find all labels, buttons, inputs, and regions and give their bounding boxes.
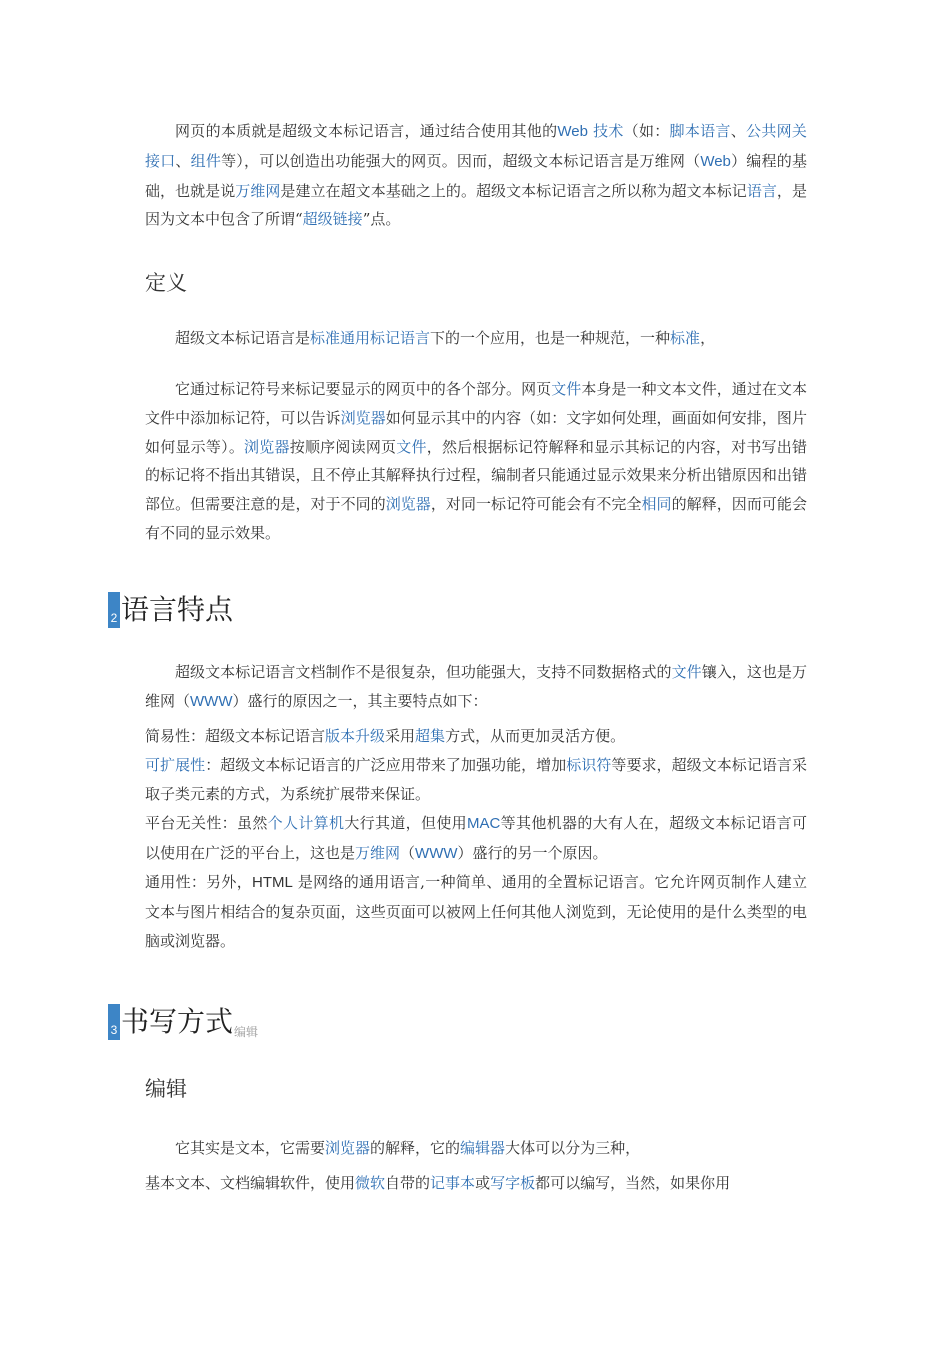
text: 自带的 [385, 1173, 431, 1192]
text: 通用性：另外， [145, 873, 252, 892]
link-www-abbr[interactable]: WWW [190, 692, 233, 710]
text: ，是因为文本中包含了所谓“ [145, 181, 807, 229]
text: 的解释，它的 [370, 1138, 461, 1157]
feature-universal [145, 868, 807, 955]
text: 等其他机器的大有人在，超级文本标记语言可以使用在广泛的平台上，这也是 [145, 813, 807, 862]
text: 平台无关性：虽然 [145, 813, 268, 832]
text: 等），可以创造出功能强大的网页。因而，超级文本标记语言是万维网（ [221, 151, 701, 170]
edit-link[interactable]: 编辑 [234, 1024, 259, 1039]
link-notepad[interactable]: 记事本 [430, 1173, 476, 1192]
section-title: 书写方式 [121, 1004, 234, 1038]
text: 基本文本、文档编辑软件，使用 [145, 1173, 356, 1192]
sub-heading-edit: 编辑 [145, 1076, 187, 1101]
link-script-language[interactable]: 脚本语言 [669, 122, 731, 140]
link-www-abbr-2[interactable]: WWW [415, 844, 458, 862]
text: 等要求，超级文本标记语言采取子类元素的方式，为系统扩展带来保证。 [145, 756, 807, 803]
section-heading-definition: 定义 [145, 271, 187, 296]
definition-paragraph-2 [145, 375, 807, 548]
section-title: 语言特点 [121, 592, 234, 626]
text: 按顺序阅读网页 [289, 437, 397, 456]
text: 的解释，因而可能会有不同的显示效果。 [145, 495, 807, 542]
text: ， [700, 329, 716, 348]
section-number-badge: 2 [108, 592, 120, 628]
feature-extensible [145, 751, 807, 809]
text: 它其实是文本，它需要 [175, 1138, 326, 1157]
text: ”点。 [362, 210, 401, 229]
features-intro-paragraph [145, 658, 807, 717]
link-hyperlink[interactable]: 超级链接 [302, 210, 363, 229]
text: 镶入，这也是万维网（ [145, 662, 807, 710]
text: 超级文本标记语言文档制作不是很复杂，但功能强大，支持不同数据格式的 [175, 662, 672, 681]
text: ，然后根据标记符解释和显示其标记的内容，对书写出错的标记将不指出其错误，且不停止其解释执行过程，编制者只能通过显示效果来分析出错原因和出错部位。但需要注意的是，对于不同的 [145, 437, 807, 514]
link-technology[interactable]: 技术 [593, 122, 624, 140]
link-wordpad[interactable]: 写字板 [490, 1173, 536, 1192]
link-identifier[interactable]: 标识符 [566, 756, 612, 775]
link-cgi[interactable]: 公共网关接口 [145, 122, 807, 170]
document-page [110, 117, 807, 1197]
text: 大行其道，但使用 [344, 813, 467, 832]
writing-paragraph-2 [145, 1169, 807, 1198]
link-standard[interactable]: 标准 [670, 329, 701, 348]
text: （ [400, 843, 416, 862]
text: ）编程的基础，也就是说 [145, 151, 807, 200]
definition-paragraph-1 [145, 324, 807, 353]
section-heading-writing [108, 1002, 807, 1042]
link-browser-3[interactable]: 浏览器 [385, 495, 431, 514]
feature-simple [145, 722, 807, 751]
text: ：超级文本标记语言的广泛应用带来了加强功能，增加 [205, 756, 567, 775]
text: 或 [475, 1173, 491, 1192]
text: 都可以编写，当然，如果你用 [535, 1173, 731, 1192]
link-personal-computer[interactable]: 个人计算机 [267, 813, 345, 832]
text-html: HTML [251, 874, 293, 892]
writing-paragraph-1 [145, 1134, 807, 1163]
link-same[interactable]: 相同 [641, 495, 672, 514]
text: 、 [730, 122, 747, 140]
text: ）盛行的另一个原因。 [457, 843, 608, 862]
link-mac[interactable]: MAC [466, 814, 501, 832]
link-web-2[interactable]: Web [700, 152, 731, 170]
link-sgml[interactable]: 标准通用标记语言 [310, 329, 431, 348]
link-component[interactable]: 组件 [190, 151, 222, 170]
text: （如： [623, 122, 670, 140]
text: 本身是一种文本文件，通过在文本文件中添加标记符，可以告诉 [145, 379, 807, 427]
link-browser-4[interactable]: 浏览器 [325, 1138, 371, 1157]
link-editor[interactable]: 编辑器 [460, 1138, 506, 1157]
link-version-upgrade[interactable]: 版本升级 [325, 727, 386, 746]
link-microsoft[interactable]: 微软 [355, 1173, 386, 1192]
text: 下的一个应用，也是一种规范，一种 [430, 329, 671, 348]
link-browser-2[interactable]: 浏览器 [244, 437, 290, 456]
link-browser[interactable]: 浏览器 [340, 408, 386, 427]
link-file[interactable]: 文件 [551, 379, 582, 398]
section-heading-features [108, 590, 807, 630]
section-number-badge: 3 [108, 1004, 120, 1040]
feature-platform [145, 809, 807, 869]
text: 网页的本质就是超级文本标记语言，通过结合使用其他的 [175, 122, 558, 140]
text: ，对同一标记符可能会有不完全 [430, 495, 642, 514]
text: 如何显示其中的内容（如：文字如何处理，画面如何安排，图片如何显示等）。 [145, 408, 807, 456]
link-www[interactable]: 万维网 [235, 181, 281, 200]
text: 大体可以分为三种， [505, 1138, 641, 1157]
link-www-2[interactable]: 万维网 [355, 843, 401, 862]
text: 它通过标记符号来标记要显示的网页中的各个部分。网页 [175, 379, 552, 398]
text: 是网络的通用语言,一种简单、通用的全置标记语言。它允许网页制作人建立文本与图片相结合的复杂页面，这些页面可以被网上任何其他人浏览到，无论使用的是什么类型的电脑或浏览器。 [145, 873, 807, 950]
link-extensibility[interactable]: 可扩展性 [145, 756, 206, 775]
link-file-2[interactable]: 文件 [396, 437, 427, 456]
link-web[interactable]: Web [557, 123, 588, 140]
intro-paragraph [145, 117, 807, 234]
link-language[interactable]: 语言 [746, 181, 777, 200]
text: ）盛行的原因之一，其主要特点如下： [232, 691, 488, 710]
text: 采用 [385, 727, 416, 746]
text: 方式，从而更加灵活方便。 [445, 727, 626, 746]
text: 简易性：超级文本标记语言 [145, 727, 326, 746]
link-superset[interactable]: 超集 [415, 727, 446, 746]
link-file-3[interactable]: 文件 [671, 662, 702, 681]
text: 、 [175, 151, 191, 170]
text: 是建立在超文本基础之上的。超级文本标记语言之所以称为超文本标记 [280, 181, 747, 200]
text: 超级文本标记语言是 [175, 329, 311, 348]
